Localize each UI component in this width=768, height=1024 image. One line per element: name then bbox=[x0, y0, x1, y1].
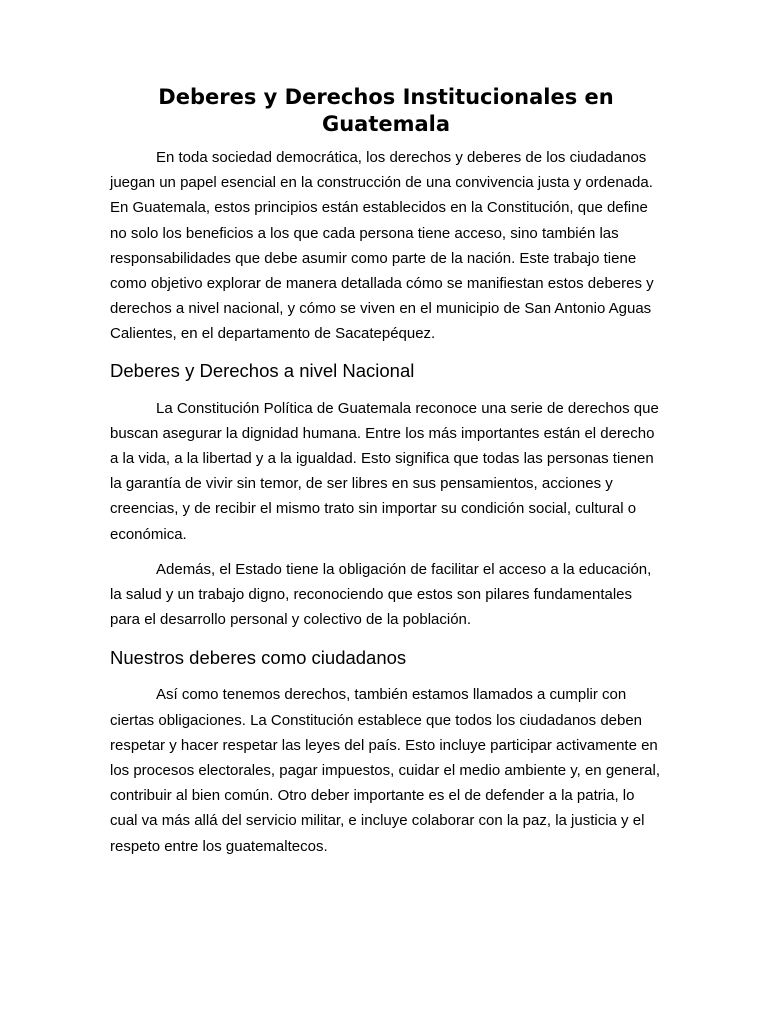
intro-paragraph: En toda sociedad democrática, los derechos y deberes de los ciudadanos juegan un papel esencial en la construcción de una convivencia justa y ordenada. En Guatemala, estos principios están establecidos en la Constitución, que define no solo los beneficios a los que cada persona tiene acceso, sino también las responsabilidades que debe asumir como parte de la nación. Este trabajo tiene como objetivo explorar de manera detallada cómo se manifiestan estos deberes y derechos a nivel nacional, y cómo se viven en el municipio de San Antonio Aguas Calientes, en el departamento de Sacatepéquez. bbox=[110, 149, 654, 343]
paragraph-rights-national: La Constitución Política de Guatemala reconoce una serie de derechos que buscan asegurar la dignidad humana. Entre los más importantes están el derecho a la vida, a la libertad y a la igualdad. Esto significa que todas las personas tienen la garantía de vivir sin temor, de ser libres en sus pensamientos, acciones y creencias, y de recibir el mismo trato sin importar su condición social, cultural o económica. bbox=[110, 399, 659, 543]
paragraph-citizen-duties: Así como tenemos derechos, también estamos llamados a cumplir con ciertas obligaciones. La Constitución establece que todos los ciudadanos deben respetar y hacer respetar las leyes del país. Esto incluye participar activamente en los procesos electorales, pagar impuestos, cuidar el medio ambiente y, en general, contribuir al bien común. Otro deber importante es el de defender a la patria, lo cual va más allá del servicio militar, e incluye colaborar con la paz, la justicia y el respeto entre los guatemaltecos. bbox=[110, 686, 661, 855]
section-heading-national: Deberes y Derechos a nivel Nacional bbox=[110, 359, 415, 381]
document-content bbox=[110, 84, 662, 859]
section-heading-duties: Nuestros deberes como ciudadanos bbox=[110, 647, 407, 669]
document-title: Deberes y Derechos Institucionales en Guatemala bbox=[158, 85, 614, 136]
paragraph-state-obligations: Además, el Estado tiene la obligación de facilitar el acceso a la educación, la salud y un trabajo digno, reconociendo que estos son pilares fundamentales para el desarrollo personal y colectivo de la población. bbox=[110, 560, 652, 629]
